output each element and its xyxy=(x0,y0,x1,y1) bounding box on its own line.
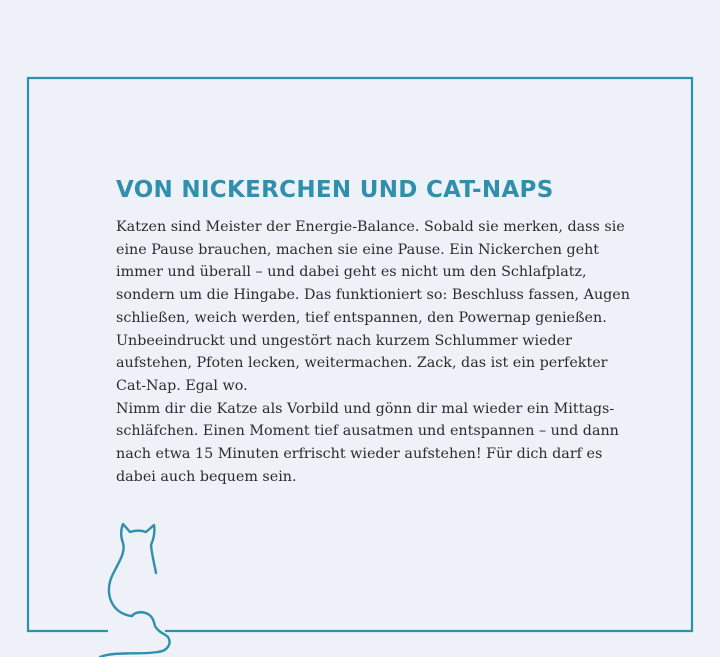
article-paragraph-1 xyxy=(116,216,630,398)
paragraph-line: sondern um die Hingabe. Das funktioniert so: Beschluss fassen, Augen xyxy=(116,287,630,304)
paragraph-line: nach etwa 15 Minuten erfrischt wieder aufstehen! Für dich darf es xyxy=(116,446,603,463)
paragraph-line: Katzen sind Meister der Energie-Balance. Sobald sie merken, dass sie xyxy=(116,219,625,235)
paragraph-line: Unbeeindruckt und ungestört nach kurzem Schlummer wieder xyxy=(116,332,572,349)
paragraph-line: Nimm dir die Katze als Vorbild und gönn dir mal wieder ein Mittags- xyxy=(116,400,615,417)
paragraph-line: dabei auch bequem sein. xyxy=(116,468,297,485)
paragraph-line: Cat-Nap. Egal wo. xyxy=(116,377,248,394)
paragraph-line: immer und überall – und dabei geht es nicht um den Schlafplatz, xyxy=(116,264,587,281)
article-paragraph-2 xyxy=(116,398,619,489)
paragraph-line: schläfchen. Einen Moment tief ausatmen und entspannen – und dann xyxy=(116,423,619,440)
article-title: VON NICKERCHEN UND CAT-NAPS xyxy=(116,177,554,203)
paragraph-line: aufstehen, Pfoten lecken, weitermachen. Zack, das ist ein perfekter xyxy=(116,355,608,372)
article xyxy=(116,174,630,488)
paragraph-line: eine Pause brauchen, machen sie eine Pause. Ein Nickerchen geht xyxy=(116,241,600,258)
cat-silhouette-outline-icon xyxy=(100,524,170,657)
paragraph-line: schließen, weich werden, tief entspannen, den Powernap genießen. xyxy=(116,309,607,326)
